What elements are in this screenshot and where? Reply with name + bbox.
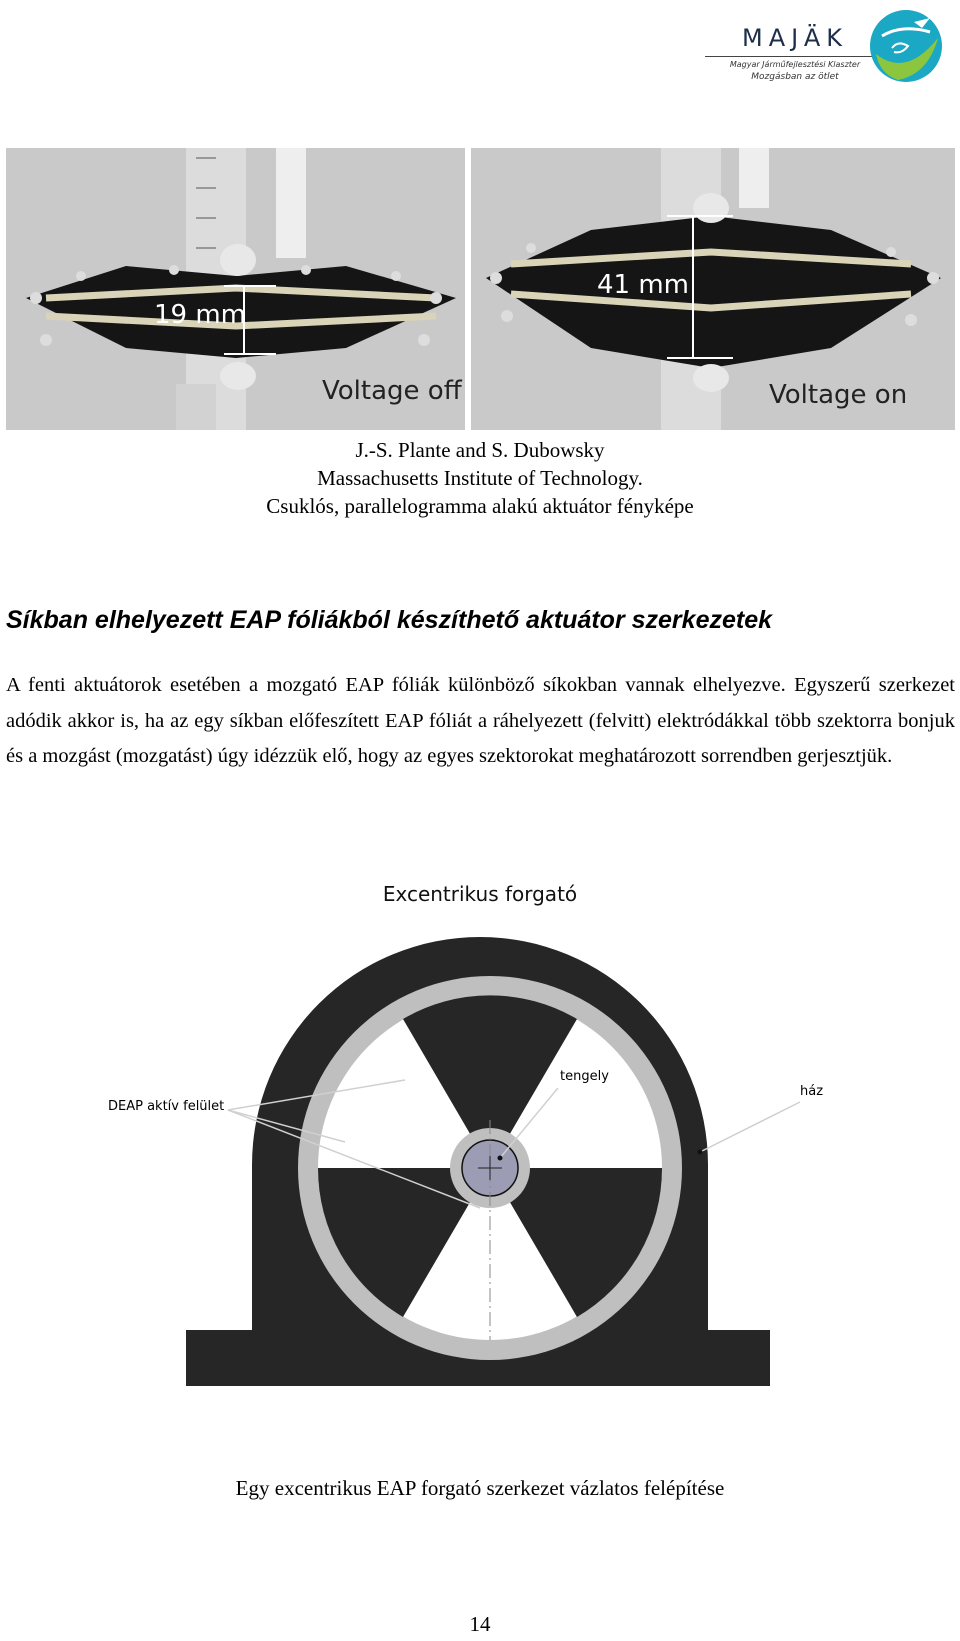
- page-number: 14: [469, 1612, 491, 1636]
- photo-measure-41mm: 41 mm: [597, 270, 690, 300]
- logo-divider: [705, 56, 885, 57]
- logo-tagline: Mozgásban az ötlet: [751, 72, 839, 82]
- diagram-caption: Egy excentrikus EAP forgató szerkezet vázlatos felépítése: [235, 1476, 725, 1500]
- photo-caption-authors: J.-S. Plante and S. Dubowsky: [355, 438, 605, 462]
- logo-circle-icon: [868, 8, 944, 84]
- photo-caption: [0, 436, 960, 520]
- actuator-photo-voltage-off: [6, 148, 465, 430]
- label-housing: ház: [800, 1084, 824, 1099]
- actuator-photo-voltage-on: [471, 148, 955, 430]
- logo-subtitle: Magyar Járműfejlesztési Klaszter: [729, 60, 861, 69]
- label-deap-active-surface: DEAP aktív felület: [108, 1099, 225, 1114]
- logo-wordmark: MAJÄK: [742, 24, 848, 52]
- eccentric-rotator-diagram: [0, 920, 960, 1410]
- diagram-title: Excentrikus forgató: [382, 882, 578, 906]
- photo-caption-description: Csuklós, parallelogramma alakú aktuátor fényképe: [266, 494, 694, 518]
- body-paragraph: A fenti aktuátorok esetében a mozgató EAP fóliák különböző síkokban vannak elhelyezve. Egyszerű szerkezet adódik akkor is, ha az egy síkban előfeszített EAP fóliát a ráhelyezett (felvitt) elektródákkal több szektorra bonjuk és a mozgást (mozgatást) úgy idézzük elő, hogy az egyes szektorokat meghatározott sorrendben gerjesztjük.: [6, 674, 955, 767]
- section-heading: Síkban elhelyezett EAP fóliákból készíthető aktuátor szerkezetek: [6, 606, 773, 634]
- label-shaft: tengely: [560, 1069, 609, 1084]
- photo-state-voltage-on: Voltage on: [769, 380, 908, 410]
- photo-measure-19mm: 19 mm: [154, 300, 247, 330]
- photo-state-voltage-off: Voltage off: [322, 376, 462, 406]
- majak-logo: [700, 8, 945, 83]
- photo-caption-institution: Massachusetts Institute of Technology.: [317, 466, 643, 490]
